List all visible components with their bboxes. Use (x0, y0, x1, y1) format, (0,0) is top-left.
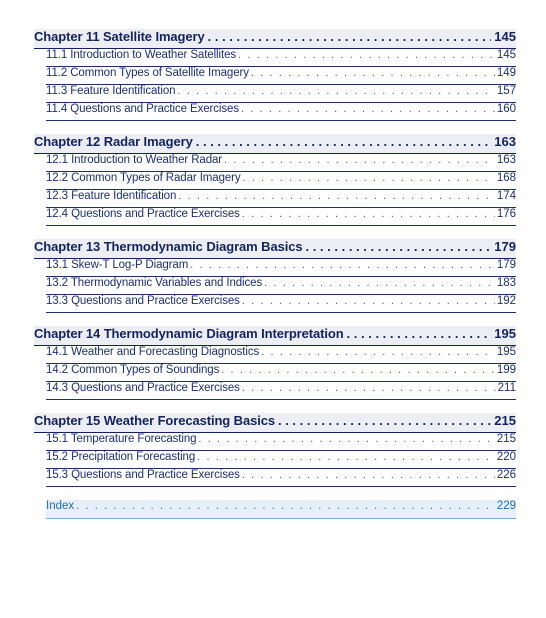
section-page-number: 176 (496, 208, 516, 220)
section-page-number: 149 (496, 67, 516, 79)
chapter-link[interactable] (34, 29, 516, 49)
chapter-block (34, 29, 516, 121)
section-link[interactable] (46, 451, 516, 469)
section-title: 14.1 Weather and Forecasting Diagnostics (46, 346, 260, 358)
dot-leader (264, 277, 495, 289)
section-title: 15.1 Temperature Forecasting (46, 433, 197, 445)
chapter-block (34, 239, 516, 313)
section-link[interactable] (46, 49, 516, 67)
index-title: Index (46, 500, 75, 512)
section-link[interactable] (46, 469, 516, 487)
section-link[interactable] (46, 85, 516, 103)
section-title: 14.2 Common Types of Soundings (46, 364, 220, 376)
dot-leader (243, 172, 495, 184)
section-link[interactable] (46, 382, 516, 400)
dot-leader (261, 346, 495, 358)
section-link[interactable] (46, 208, 516, 226)
dot-leader (221, 364, 495, 376)
section-title: 15.3 Questions and Practice Exercises (46, 469, 240, 481)
section-page-number: 183 (496, 277, 516, 289)
section-title: 12.3 Feature Identification (46, 190, 177, 202)
dot-leader (238, 49, 495, 61)
section-title: 12.1 Introduction to Weather Radar (46, 154, 223, 166)
section-title: 13.3 Questions and Practice Exercises (46, 295, 240, 307)
section-link[interactable] (46, 433, 516, 451)
chapter-page-number: 195 (494, 326, 516, 341)
dot-leader (305, 239, 491, 254)
chapter-title: Chapter 14 Thermodynamic Diagram Interpretation (34, 326, 344, 341)
chapter-block (34, 134, 516, 226)
section-link[interactable] (46, 172, 516, 190)
section-link[interactable] (46, 103, 516, 121)
section-page-number: 215 (496, 433, 516, 445)
chapter-title: Chapter 12 Radar Imagery (34, 134, 193, 149)
section-link[interactable] (46, 154, 516, 172)
chapter-link[interactable] (34, 239, 516, 259)
section-page-number: 160 (496, 103, 516, 115)
chapter-title: Chapter 13 Thermodynamic Diagram Basics (34, 239, 303, 254)
dot-leader (242, 469, 495, 481)
chapter-title: Chapter 11 Satellite Imagery (34, 29, 205, 44)
dot-leader (197, 451, 495, 463)
dot-leader (242, 382, 496, 394)
section-link[interactable] (46, 295, 516, 313)
section-title: 11.1 Introduction to Weather Satellites (46, 49, 237, 61)
chapter-block (34, 326, 516, 400)
chapter-title: Chapter 15 Weather Forecasting Basics (34, 413, 275, 428)
section-page-number: 174 (496, 190, 516, 202)
dot-leader (208, 29, 492, 44)
section-page-number: 226 (496, 469, 516, 481)
dot-leader (242, 208, 495, 220)
section-title: 15.2 Precipitation Forecasting (46, 451, 196, 463)
section-link[interactable] (46, 67, 516, 85)
index-link[interactable] (46, 500, 516, 519)
dot-leader (76, 500, 495, 512)
section-link[interactable] (46, 190, 516, 208)
dot-leader (196, 134, 492, 149)
section-title: 13.1 Skew-T Log-P Diagram (46, 259, 189, 271)
section-page-number: 145 (496, 49, 516, 61)
dot-leader (241, 103, 495, 115)
section-page-number: 199 (496, 364, 516, 376)
section-link[interactable] (46, 277, 516, 295)
section-link[interactable] (46, 259, 516, 277)
section-page-number: 157 (496, 85, 516, 97)
dot-leader (242, 295, 495, 307)
dot-leader (347, 326, 492, 341)
dot-leader (198, 433, 494, 445)
chapter-link[interactable] (34, 413, 516, 433)
chapter-block (34, 413, 516, 487)
section-page-number: 220 (496, 451, 516, 463)
section-title: 11.3 Feature Identification (46, 85, 176, 97)
section-page-number: 163 (496, 154, 516, 166)
chapter-page-number: 215 (494, 413, 516, 428)
dot-leader (278, 413, 491, 428)
section-page-number: 211 (497, 382, 516, 394)
section-title: 12.2 Common Types of Radar Imagery (46, 172, 241, 184)
dot-leader (190, 259, 495, 271)
section-title: 11.2 Common Types of Satellite Imagery (46, 67, 249, 79)
section-page-number: 195 (496, 346, 516, 358)
index-page-number: 229 (496, 500, 516, 512)
section-page-number: 179 (496, 259, 516, 271)
section-title: 11.4 Questions and Practice Exercises (46, 103, 239, 115)
section-page-number: 168 (496, 172, 516, 184)
chapter-page-number: 179 (494, 239, 516, 254)
chapter-page-number: 145 (494, 29, 516, 44)
chapter-link[interactable] (34, 326, 516, 346)
section-title: 12.4 Questions and Practice Exercises (46, 208, 240, 220)
chapter-link[interactable] (34, 134, 516, 154)
section-page-number: 192 (496, 295, 516, 307)
chapter-page-number: 163 (494, 134, 516, 149)
dot-leader (224, 154, 495, 166)
section-link[interactable] (46, 364, 516, 382)
section-title: 14.3 Questions and Practice Exercises (46, 382, 240, 394)
dot-leader (177, 85, 494, 97)
table-of-contents (34, 29, 516, 519)
dot-leader (251, 67, 495, 79)
dot-leader (178, 190, 495, 202)
section-link[interactable] (46, 346, 516, 364)
section-title: 13.2 Thermodynamic Variables and Indices (46, 277, 263, 289)
